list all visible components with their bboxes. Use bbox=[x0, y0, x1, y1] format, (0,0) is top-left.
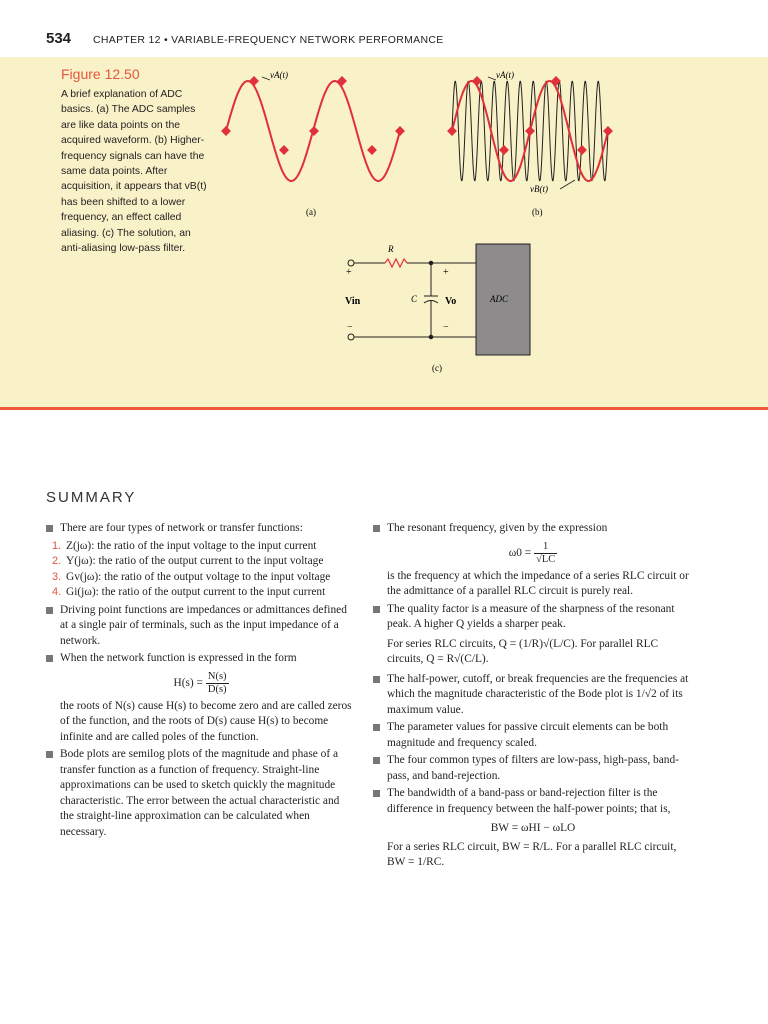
summary-bullet bbox=[46, 651, 356, 667]
sample-point bbox=[447, 126, 457, 136]
sample-point bbox=[525, 126, 535, 136]
item-text: Gi(jω): the ratio of the output current to the input current bbox=[66, 586, 326, 598]
bullet-continuation: the roots of N(s) cause H(s) to become zero and are called zeros of the function, and the roots of D(s) cause H(s) to become infinite and are called poles of the function. bbox=[60, 699, 352, 743]
bullet-marker bbox=[373, 676, 380, 683]
sample-points-a bbox=[221, 76, 405, 155]
bullet-marker bbox=[373, 724, 380, 731]
numbered-item bbox=[46, 570, 356, 586]
sample-point bbox=[395, 126, 405, 136]
item-number: 3. bbox=[52, 570, 62, 583]
sample-point bbox=[249, 76, 259, 86]
item-text: Y(jω): the ratio of the output current to the input voltage bbox=[66, 555, 324, 567]
fraction-denominator: D(s) bbox=[207, 683, 227, 695]
label-vo-minus: − bbox=[443, 322, 449, 333]
bullet-text: The quality factor is a measure of the sharpness of the resonant peak. A higher Q yields a sharper peak. bbox=[387, 602, 675, 630]
label-adc: ADC bbox=[490, 294, 508, 304]
figure-caption: A brief explanation of ADC basics. (a) The ADC samples are like data points on the acquired waveform. (b) Higher-frequency signals can have the same data points. After acquisition, it appears that vB(t) has been shifted to a lower frequency, an effect called aliasing. (c) The solution, an anti-aliasing low-pass filter. bbox=[61, 89, 207, 255]
bullet-text: The four common types of filters are low-pass, high-pass, band-pass, and band-rejection. bbox=[387, 754, 679, 782]
resistor-symbol bbox=[385, 259, 407, 267]
fraction-numerator: N(s) bbox=[207, 670, 227, 682]
bullet-text: The resonant frequency, given by the expression bbox=[387, 522, 608, 534]
label-vo: Vo bbox=[445, 296, 457, 307]
bullet-marker bbox=[46, 655, 53, 662]
bullet-marker bbox=[46, 525, 53, 532]
resonant-frequency-equation bbox=[373, 541, 693, 566]
equation-fraction bbox=[206, 671, 229, 696]
sample-point bbox=[603, 126, 613, 136]
summary-heading: SUMMARY bbox=[46, 489, 137, 506]
bullet-text: Bode plots are semilog plots of the magnitude and phase of a transfer function as a function of frequency. Straight-line approximations can be used to sketch quickly the magnitude characteristic. The error between the actual characteristic and the straight-line approximation can be calculated when necessary. bbox=[60, 748, 340, 838]
bullet-text: The parameter values for passive circuit elements can be both magnitude and frequency scaled. bbox=[387, 721, 669, 749]
label-va-a: vA(t) bbox=[270, 70, 288, 80]
numbered-item bbox=[46, 585, 356, 601]
summary-bullet bbox=[46, 603, 356, 650]
equation-lhs: ω0 = bbox=[508, 546, 532, 559]
bullet-continuation: For series RLC circuits, Q = (1/R)√(L/C). For parallel RLC circuits, Q = R√(C/L). bbox=[387, 637, 659, 665]
item-number: 1. bbox=[52, 539, 62, 552]
summary-bullet bbox=[46, 521, 356, 537]
sample-point bbox=[551, 76, 561, 86]
sample-point bbox=[279, 145, 289, 155]
summary-bullet bbox=[373, 521, 693, 537]
bullet-marker bbox=[46, 607, 53, 614]
bullet-text: The half-power, cutoff, or break frequencies are the frequencies at which the magnitude characteristic of the Bode plot is 1/√2 of its maximum value. bbox=[387, 672, 689, 716]
label-resistor: R bbox=[388, 244, 394, 254]
item-number: 2. bbox=[52, 555, 62, 567]
bullet-marker bbox=[373, 606, 380, 613]
bullet-text: When the network function is expressed in the form bbox=[60, 652, 297, 664]
bullet-text: The bandwidth of a band-pass or band-rejection filter is the difference in frequency between the half-power points; that is, bbox=[387, 787, 671, 815]
label-capacitor: C bbox=[411, 294, 418, 304]
fraction-numerator: 1 bbox=[534, 541, 557, 554]
label-vo-plus: + bbox=[443, 267, 449, 278]
label-vin-plus: + bbox=[346, 267, 352, 278]
figure-title: Figure 12.50 bbox=[61, 66, 140, 82]
label-panel-b: (b) bbox=[532, 207, 543, 217]
sample-point bbox=[221, 126, 231, 136]
bullet-marker bbox=[373, 525, 380, 532]
bandwidth-equation: BW = ωHI − ωLO bbox=[490, 822, 576, 834]
summary-right-column bbox=[373, 521, 693, 871]
numbered-item bbox=[46, 554, 356, 570]
page-number: 534 bbox=[46, 30, 72, 47]
item-text: Gv(jω): the ratio of the output voltage to the input voltage bbox=[66, 570, 331, 583]
summary-bullet bbox=[373, 753, 693, 784]
bullet-marker bbox=[373, 790, 380, 797]
bullet-marker bbox=[46, 751, 53, 758]
summary-bullet bbox=[373, 720, 693, 751]
summary-bullet bbox=[373, 602, 693, 633]
label-vin: Vin bbox=[345, 296, 361, 307]
equation-lhs: H(s) = bbox=[173, 676, 203, 689]
label-panel-c: (c) bbox=[432, 363, 442, 373]
sample-point bbox=[499, 145, 509, 155]
input-terminal-bottom bbox=[348, 334, 354, 340]
numbered-item bbox=[46, 539, 356, 555]
bullet-continuation: is the frequency at which the impedance of a series RLC circuit or the admittance of a parallel RLC circuit is purely real. bbox=[387, 569, 689, 597]
transfer-function-equation bbox=[46, 671, 356, 696]
equation-fraction bbox=[534, 541, 557, 566]
input-terminal-top bbox=[348, 260, 354, 266]
figure-graphics bbox=[0, 0, 768, 410]
sample-point bbox=[337, 76, 347, 86]
label-vin-minus: − bbox=[347, 322, 353, 333]
fraction-denominator: √LC bbox=[536, 553, 556, 565]
summary-left-column bbox=[46, 521, 356, 842]
summary-bullet bbox=[373, 672, 693, 719]
label-vb-b: vB(t) bbox=[530, 184, 548, 194]
summary-bullet bbox=[373, 786, 693, 817]
bullet-continuation: For a series RLC circuit, BW = R/L. For a parallel RLC circuit, BW = 1/RC. bbox=[387, 840, 677, 868]
label-panel-a: (a) bbox=[306, 207, 316, 217]
bullet-text: Driving point functions are impedances or admittances defined at a single pair of terminals, such as the input impedance of a network. bbox=[60, 603, 347, 647]
running-header: CHAPTER 12 • VARIABLE-FREQUENCY NETWORK PERFORMANCE bbox=[93, 34, 444, 46]
bullet-text: There are four types of network or transfer functions: bbox=[60, 522, 303, 534]
sample-point bbox=[367, 145, 377, 155]
sample-point bbox=[309, 126, 319, 136]
item-text: Z(jω): the ratio of the input voltage to the input current bbox=[66, 539, 317, 552]
bullet-marker bbox=[373, 757, 380, 764]
label-va-b: vA(t) bbox=[496, 70, 514, 80]
summary-bullet bbox=[46, 747, 356, 840]
sample-point bbox=[577, 145, 587, 155]
item-number: 4. bbox=[52, 586, 62, 598]
